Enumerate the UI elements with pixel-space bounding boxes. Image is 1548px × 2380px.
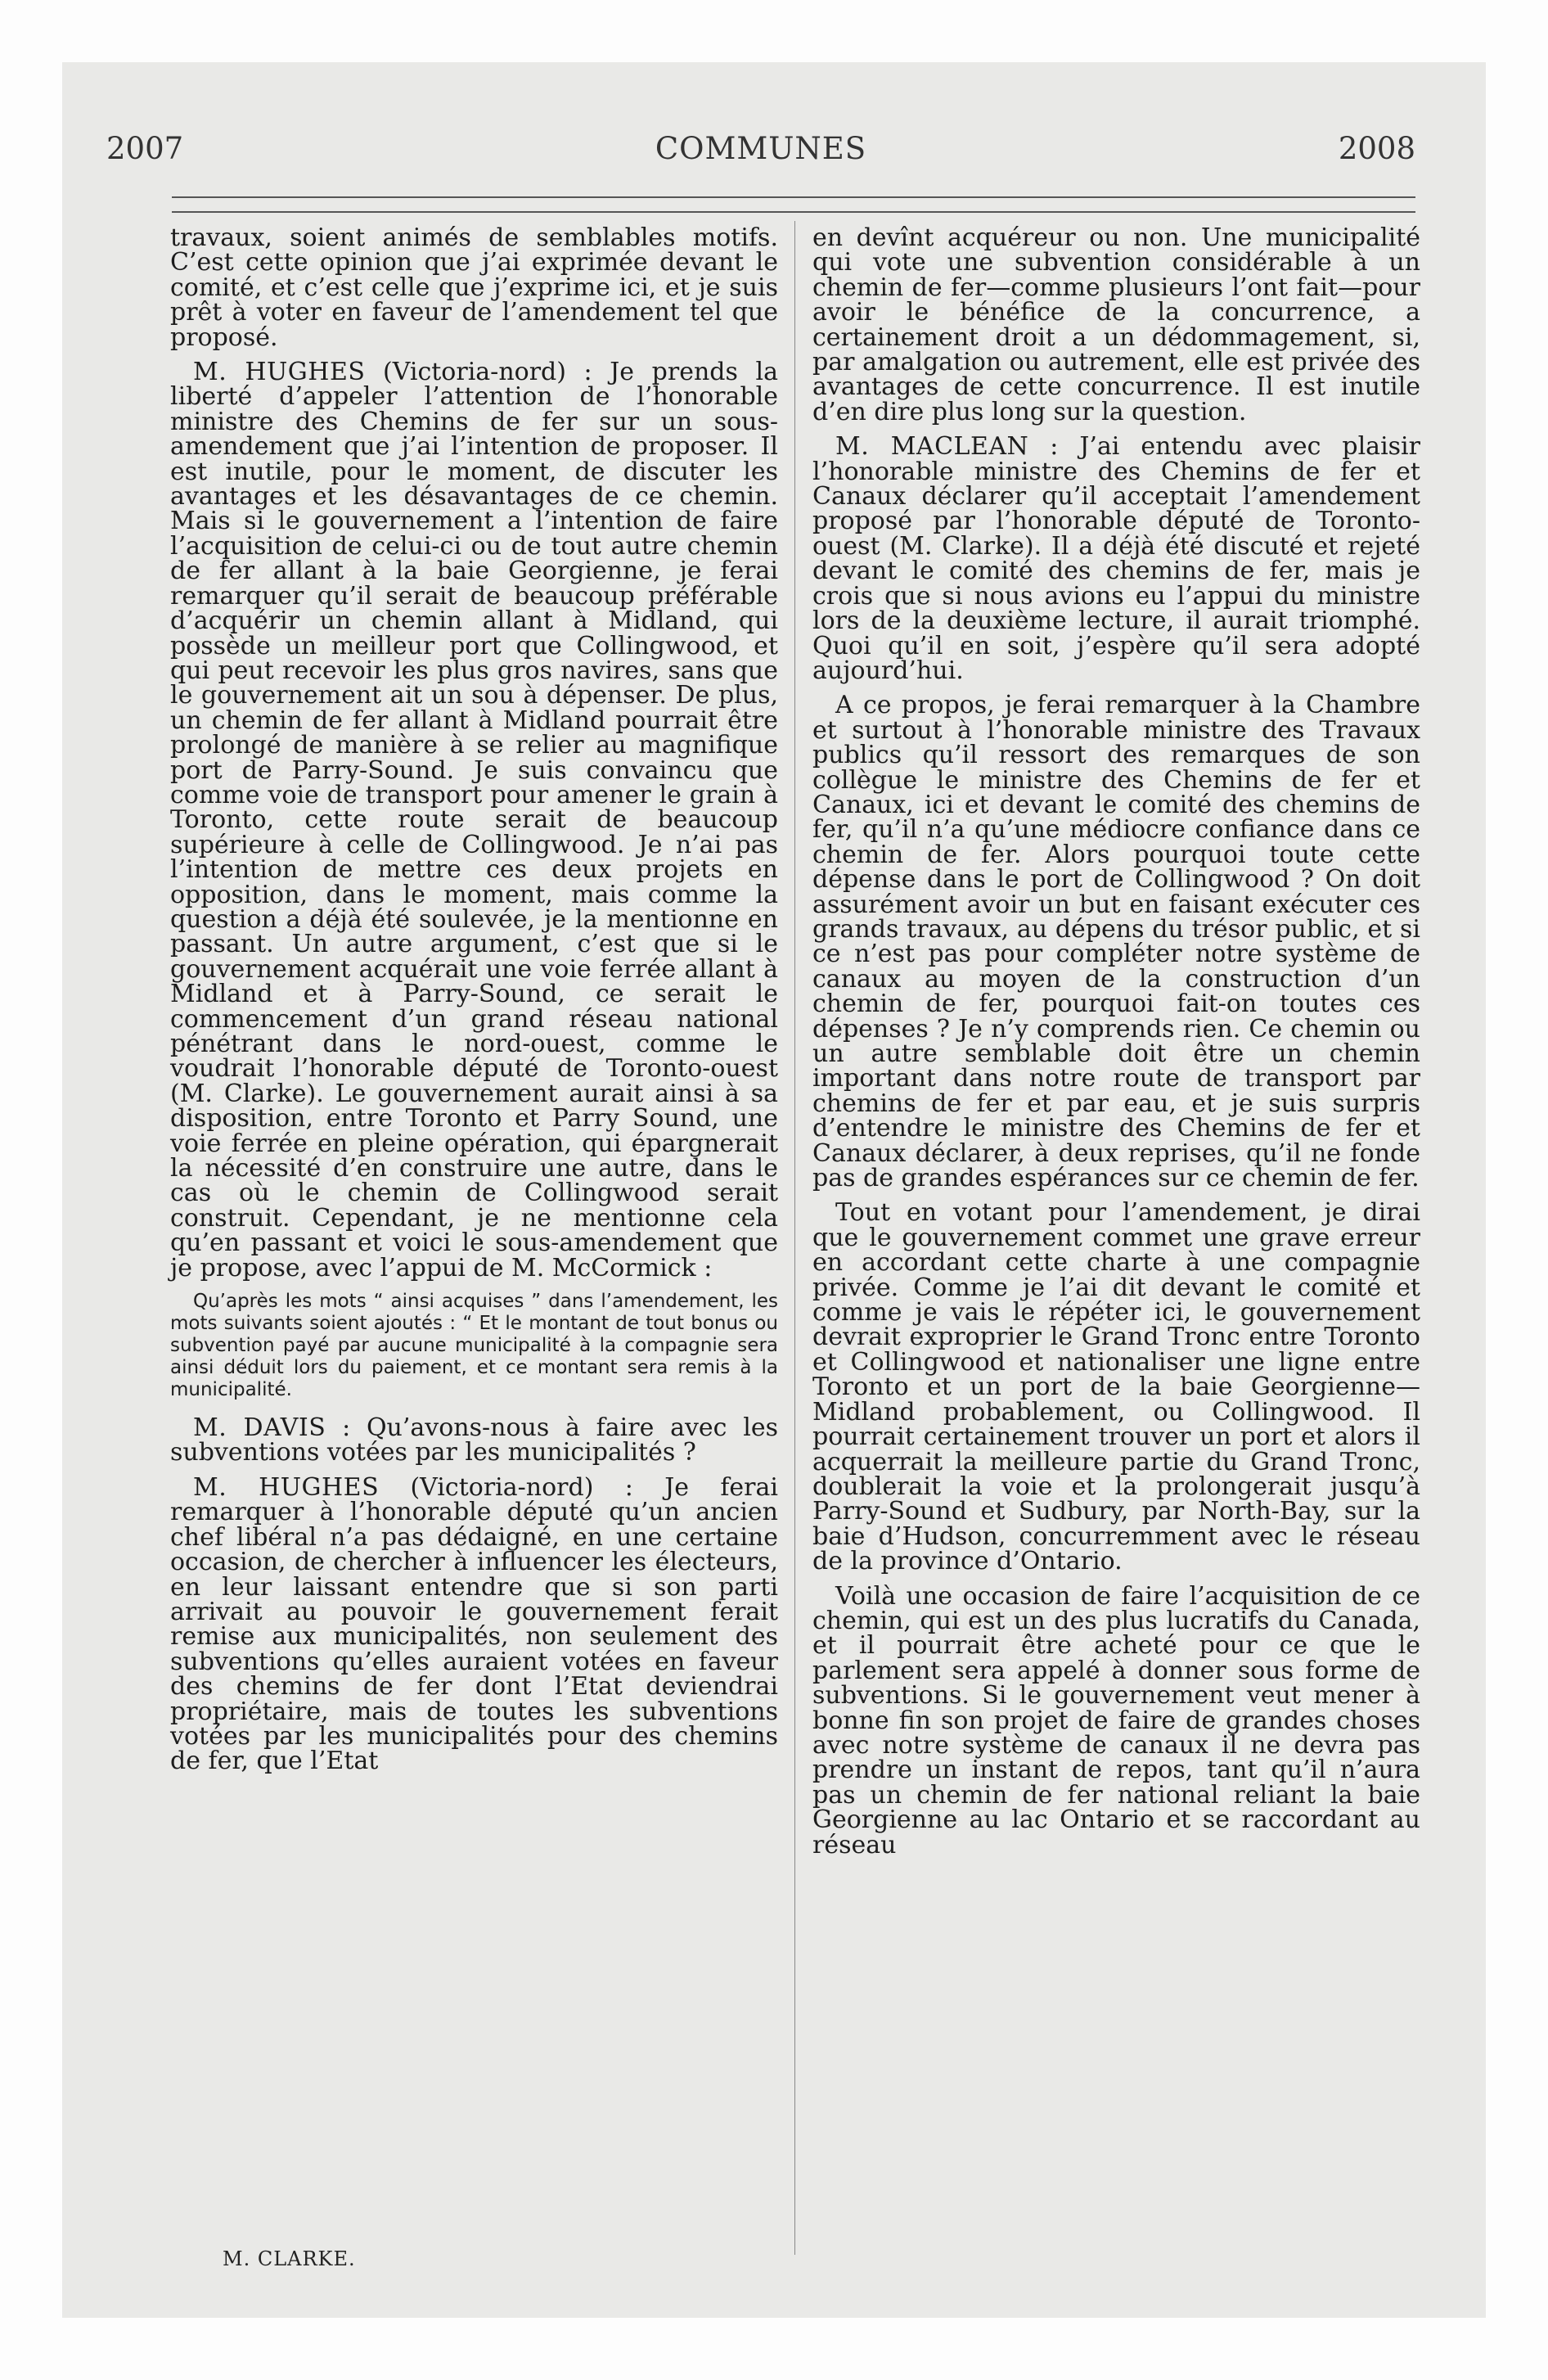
paragraph xyxy=(812,432,1420,685)
paragraph: en devînt acquéreur ou non. Une municipalité qui vote une subvention considérable à un chemin de fer—comme plusieurs l’ont fait—pour avoir le bénéfice de la concurrence, a certainement droit a un dédommagement, si, par amalgation ou autrement, elle est privée des avantages de cette concurrence. Il est inutile d’en dire plus long sur la question. xyxy=(812,223,1420,426)
speaker-name: M. HUGHES xyxy=(193,358,366,387)
column-divider xyxy=(794,221,795,2255)
header-rule-top xyxy=(172,196,1415,198)
paragraph: Tout en votant pour l’amendement, je dirai que le gouvernement commet une grave erreur en accordant cette charte à une compagnie privée. Comme je l’ai dit devant le comité et comme je vais le répéter ici, le gouvernement devrait exproprier le Grand Tronc entre Toronto et Collingwood et nationaliser une ligne entre Toronto et un port de la baie Georgienne—Midland probablement, ou Collingwood. Il pourrait certainement trouver un port et alors il acquerrait la meilleure partie du Grand Tronc, doublerait la voie et la prolongerait jusqu’à Parry-Sound et Sudbury, par North-Bay, sur la baie d’Hudson, concurremment avec le réseau de la province d’Ontario. xyxy=(812,1198,1420,1576)
paragraph: travaux, soient animés de semblables motifs. C’est cette opinion que j’ai exprimée devant le comité, et c’est celle que j’exprime ici, et je suis prêt à voter en faveur de l’amendement tel que proposé. xyxy=(170,223,778,352)
page-header xyxy=(106,131,1415,180)
right-column xyxy=(812,223,1420,2239)
page-number-left: 2007 xyxy=(106,131,184,166)
paragraph xyxy=(170,1472,778,1776)
header-rule-bottom xyxy=(172,211,1415,213)
speech-text: : J’ai entendu avec plaisir l’honorable ministre des Chemins de fer et Canaux déclarer qu’il acceptait l’amendement proposé par l’honorable député de Toronto-ouest (M. Clarke). Il a déjà été discuté et rejeté devant le comité des chemins de fer, mais je crois que si nous avions eu l’appui du ministre lors de la deuxième lecture, il aurait triomphé. Quoi qu’il en soit, j’espère qu’il sera adopté aujourd’hui. xyxy=(812,432,1420,685)
page-number-right: 2008 xyxy=(1338,131,1415,166)
speech-text: (Victoria-nord) : Je ferai remarquer à l’honorable député qu’un ancien chef libéral n’a pas dédaigné, en une certaine occasion, de chercher à influencer les électeurs, en leur laissant entendre que si son parti arrivait au pouvoir le gouvernement ferait remise aux municipalités, non seulement des subventions qu’elles auraient votées en faveur des chemins de fer dont l’Etat deviendrai propriétaire, mais de toutes les subventions votées par les municipalités pour des chemins de fer, que l’Etat xyxy=(170,1472,778,1776)
paragraph: Voilà une occasion de faire l’acquisition de ce chemin, qui est un des plus lucratifs du Canada, et il pourrait être acheté pour ce que le parlement sera appelé à donner sous forme de subventions. Si le gouvernement veut mener à bonne fin son projet de faire de grandes choses avec notre système de canaux il ne devra pas prendre un instant de repos, tant qu’il n’aura pas un chemin de fer national reliant la baie Georgienne au lac Ontario et se raccordant au réseau xyxy=(812,1581,1420,1859)
speech-text: : Qu’avons-nous à faire avec les subventions votées par les municipalités ? xyxy=(170,1413,778,1467)
speaker-name: M. MACLEAN xyxy=(835,432,1029,462)
speech-text: (Victoria-nord) : Je prends la liberté d’appeler l’attention de l’honorable ministre des Chemins de fer sur un sous-amendement que j’ai l’intention de proposer. Il est inutile, pour le moment, de discuter les avantages et les désavantages de ce chemin. Mais si le gouvernement a l’intention de faire l’acquisition de celui-ci ou de tout autre chemin de fer allant à la baie Georgienne, je ferai remarquer qu’il serait de beaucoup préférable d’acquérir un chemin allant à Midland, qui possède un meilleur port que Collingwood, et qui peut recevoir les plus gros navires, sans que le gouvernement ait un sou à dépenser. De plus, un chemin de fer allant à Midland pourrait être prolongé de manière à se relier au magnifique port de Parry-Sound. Je suis convaincu que comme voie de transport pour amener le grain à Toronto, cette route serait de beaucoup supérieure à celle de Collingwood. Je n’ai pas l’intention de mettre ces deux projets en opposition, dans le moment, mais comme la question a déjà été soulevée, je la mentionne en passant. Un autre argument, c’est que si le gouvernement acquérait une voie ferrée allant à Midland et à Parry-Sound, ce serait le commencement d’un grand réseau national pénétrant dans le nord-ouest, comme le voudrait l’honorable député de Toronto-ouest (M. Clarke). Le gouvernement aurait ainsi à sa disposition, entre Toronto et Parry Sound, une voie ferrée en pleine opération, qui épargnerait la nécessité d’en construire une autre, dans le cas où le chemin de Collingwood serait construit. Cependant, je ne mentionne cela qu’en passant et voici le sous-amendement que je propose, avec l’appui de M. McCormick : xyxy=(170,358,778,1282)
paragraph xyxy=(170,360,778,1281)
left-column xyxy=(170,223,778,2239)
motion-quote: Qu’après les mots “ ainsi acquises ” dans l’amendement, les mots suivants soient ajoutés : “ Et le montant de tout bonus ou subvention payé par aucune municipalité à la compagnie sera ainsi déduit lors du paiement, et ce montant sera remis à la municipalité. xyxy=(170,1291,778,1401)
paragraph: A ce propos, je ferai remarquer à la Chambre et surtout à l’honorable ministre des Travaux publics qu’il ressort des remarques de son collègue le ministre des Chemins de fer et Canaux, ici et devant le comité des chemins de fer, qu’il n’a qu’une médiocre confiance dans ce chemin de fer. Alors pourquoi toute cette dépense dans le port de Collingwood ? On doit assurément avoir un but en faisant exécuter ces grands travaux, au dépens du trésor public, et si ce n’est pas pour compléter notre système de canaux au moyen de la construction d’un chemin de fer, pourquoi fait-on toutes ces dépenses ? Je n’y comprends rien. Ce chemin ou un autre semblable doit être un chemin important dans notre route de transport par chemins de fer et par eau, et je suis surpris d’entendre le ministre des Chemins de fer et Canaux déclarer, à deux reprises, qu’il ne fonde pas de grandes espérances sur ce chemin de fer. xyxy=(812,691,1420,1193)
page-title: COMMUNES xyxy=(655,131,867,166)
speaker-name: M. DAVIS xyxy=(193,1413,326,1443)
speaker-name: M. HUGHES xyxy=(193,1472,380,1502)
paragraph xyxy=(170,1413,778,1467)
running-footer: M. CLARKE. xyxy=(223,2247,356,2270)
